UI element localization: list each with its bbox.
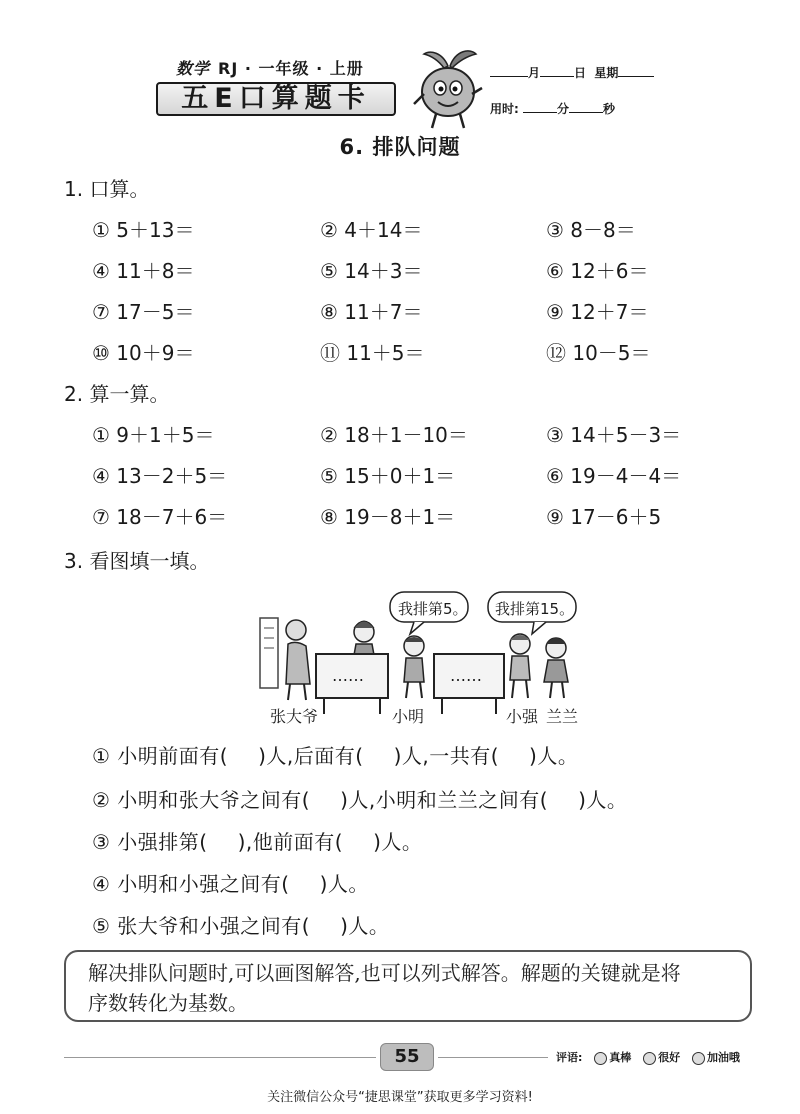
q3-heading: 3. 看图填一填。	[64, 549, 210, 573]
page-title: 6. 排队问题	[339, 135, 461, 159]
question-text: )人。	[319, 872, 369, 896]
label-xiaoqiang: 小强	[506, 707, 539, 726]
subject-label: 数学	[176, 59, 211, 78]
problem: ① 9＋1＋5＝	[92, 423, 215, 447]
apple-mascot-icon	[412, 48, 484, 134]
q1-heading: 1. 口算。	[64, 177, 150, 201]
problem: ⑨ 17－6＋5	[546, 505, 662, 529]
xiaoming-figure-icon	[404, 636, 424, 698]
label-zhang: 张大爷	[270, 707, 319, 726]
footer-divider	[64, 1057, 376, 1058]
card-title: 五E口算题卡	[156, 82, 396, 116]
question-text: )人。	[578, 788, 628, 812]
seconds-label: 秒	[603, 102, 616, 116]
fill-question	[92, 868, 369, 897]
seconds-blank[interactable]	[569, 100, 603, 113]
question-text: ④ 小明和小强之间有(	[92, 872, 290, 896]
q1-row	[92, 255, 712, 285]
problem: ⑤ 15＋0＋1＝	[320, 464, 456, 488]
grandpa-figure-icon	[286, 620, 310, 700]
rating-label: 评语:	[556, 1051, 583, 1064]
great-face-icon[interactable]	[594, 1052, 607, 1065]
weekday-label: 星期	[594, 66, 619, 80]
problem: ④ 11＋8＝	[92, 259, 195, 283]
xiaoqiang-figure-icon	[510, 634, 530, 698]
sign-ellipsis: ……	[332, 666, 364, 685]
problem: ⑧ 11＋7＝	[320, 300, 423, 324]
problem: ⑦ 18－7＋6＝	[92, 505, 228, 529]
time-field	[490, 100, 615, 117]
problem: ⑥ 12＋6＝	[546, 259, 649, 283]
minutes-blank[interactable]	[523, 100, 557, 113]
problem: ⑫ 10－5＝	[546, 341, 651, 365]
problem: ⑤ 14＋3＝	[320, 259, 423, 283]
problem: ② 18＋1－10＝	[320, 423, 468, 447]
fill-question	[92, 740, 578, 769]
fill-question	[92, 784, 627, 813]
day-blank[interactable]	[540, 64, 574, 77]
footer-notice: 关注微信公众号“捷思课堂”获取更多学习资料!	[267, 1090, 533, 1105]
fill-question	[92, 826, 422, 855]
problem: ⑪ 11＋5＝	[320, 341, 425, 365]
date-field	[490, 64, 654, 81]
question-text: )人。	[340, 914, 390, 938]
rating-great: 真棒	[609, 1051, 632, 1064]
problem: ③ 14＋5－3＝	[546, 423, 682, 447]
problem: ③ 8－8＝	[546, 218, 636, 242]
good-face-icon[interactable]	[643, 1052, 656, 1065]
fill-question	[92, 910, 389, 939]
footer-divider	[438, 1057, 548, 1058]
machine-icon	[260, 618, 278, 688]
q2-row	[92, 419, 712, 449]
question-text: )人,小明和兰兰之间有(	[340, 788, 549, 812]
q1-row	[92, 214, 712, 244]
question-text: )人。	[529, 744, 579, 768]
label-xiaoming: 小明	[392, 707, 425, 726]
problem: ⑩ 10＋9＝	[92, 341, 195, 365]
q1-row	[92, 296, 712, 326]
label-lanlan: 兰兰	[546, 707, 579, 726]
try-harder-face-icon[interactable]	[692, 1052, 705, 1065]
question-text: ② 小明和张大爷之间有(	[92, 788, 311, 812]
q2-row	[92, 501, 712, 531]
question-text: )人。	[373, 830, 423, 854]
book-info	[176, 56, 364, 79]
month-label: 月	[528, 66, 541, 80]
tip-line: 序数转化为基数。	[88, 991, 248, 1015]
bubble-text-15: 我排第15。	[495, 600, 575, 618]
tip-line: 解决排队问题时,可以画图解答,也可以列式解答。解题的关键就是将	[88, 961, 681, 985]
weekday-blank[interactable]	[618, 64, 654, 77]
q1-row	[92, 337, 712, 367]
rating-try-harder: 加油哦	[706, 1051, 740, 1064]
month-blank[interactable]	[490, 64, 528, 77]
problem: ④ 13－2＋5＝	[92, 464, 228, 488]
problem: ⑨ 12＋7＝	[546, 300, 649, 324]
question-text: )人,后面有(	[258, 744, 364, 768]
minutes-label: 分	[557, 102, 570, 116]
question-text: )人,一共有(	[393, 744, 500, 768]
rating-row	[556, 1049, 740, 1065]
question-text: ① 小明前面有(	[92, 744, 229, 768]
day-label: 日	[574, 66, 587, 80]
time-label: 用时:	[490, 102, 519, 116]
problem: ⑦ 17－5＝	[92, 300, 195, 324]
problem: ⑧ 19－8＋1＝	[320, 505, 456, 529]
sign-ellipsis: ……	[450, 666, 482, 685]
problem: ⑥ 19－4－4＝	[546, 464, 682, 488]
bubble-text-5: 我排第5。	[398, 600, 468, 618]
question-text: ),他前面有(	[237, 830, 344, 854]
q2-heading: 2. 算一算。	[64, 382, 170, 406]
page-number: 55	[380, 1043, 434, 1071]
question-text: ③ 小强排第(	[92, 830, 208, 854]
tip-box	[64, 950, 752, 1022]
rating-good: 很好	[658, 1051, 681, 1064]
q2-row	[92, 460, 712, 490]
problem: ① 5＋13＝	[92, 218, 195, 242]
lanlan-figure-icon	[544, 638, 568, 698]
question-text: ⑤ 张大爷和小强之间有(	[92, 914, 311, 938]
problem: ② 4＋14＝	[320, 218, 423, 242]
edition-label: RJ · 一年级 · 上册	[218, 59, 364, 78]
